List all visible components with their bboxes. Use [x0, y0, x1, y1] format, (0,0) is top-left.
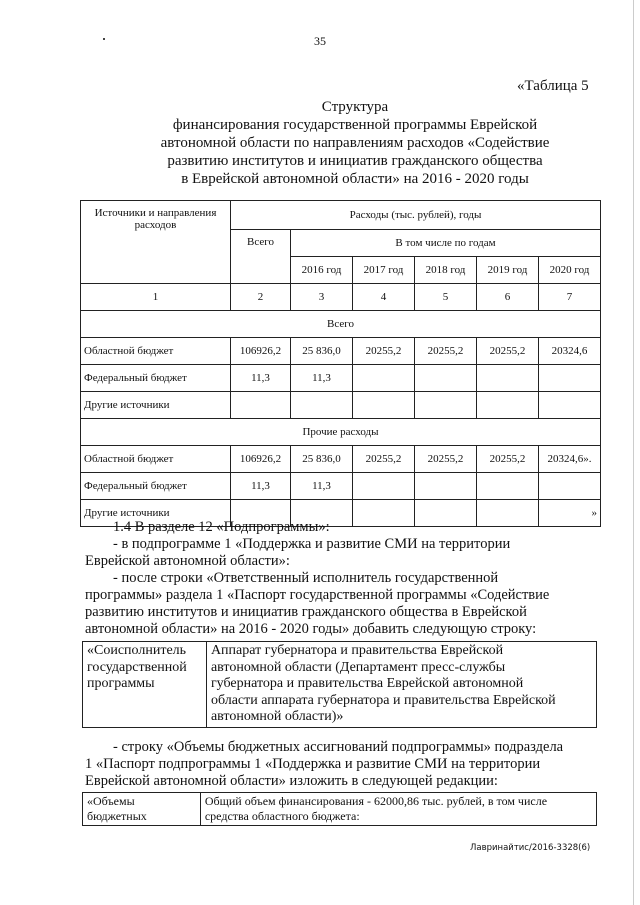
header-year: 2019 год	[477, 257, 539, 284]
column-number: 1	[81, 284, 231, 311]
cell-value	[539, 473, 601, 500]
column-number: 2	[231, 284, 291, 311]
volumes-value	[200, 793, 596, 826]
cell-value: 106926,2	[231, 338, 291, 365]
cell-value: 20255,2	[477, 446, 539, 473]
text-line: - в подпрограмме 1 «Поддержка и развитие СМИ на территории	[113, 536, 511, 552]
cell-value	[539, 392, 601, 419]
column-number: 3	[291, 284, 353, 311]
coexecutor-label	[83, 642, 207, 728]
section-title: Прочие расходы	[81, 419, 601, 446]
cell-value: 11,3	[231, 473, 291, 500]
column-number: 7	[539, 284, 601, 311]
title-line: развитию институтов и инициатив гражданского общества	[167, 153, 543, 169]
text-line: Аппарат губернатора и правительства Еврейской	[210, 643, 504, 658]
header-year: 2018 год	[415, 257, 477, 284]
table-row	[81, 392, 601, 419]
paragraph-subprogram-1	[85, 536, 590, 553]
table-title	[120, 98, 590, 188]
section-title: Всего	[81, 311, 601, 338]
table-row	[81, 446, 601, 473]
cell-value: 11,3	[291, 365, 353, 392]
row-label: Федеральный бюджет	[81, 365, 231, 392]
cell-value: 20255,2	[353, 338, 415, 365]
header-by-year: В том числе по годам	[291, 230, 601, 257]
document-code: Лавринайтис/2016-3328(6)	[470, 843, 591, 853]
header-total: Всего	[231, 230, 291, 284]
text-line: Общий объем финансирования - 62000,86 тыс. рублей, в том числе	[204, 794, 548, 808]
title-line: финансирования государственной программы Еврейской	[172, 117, 538, 133]
coexecutor-value	[206, 642, 596, 728]
paragraph-section-12: 1.4 В разделе 12 «Подпрограммы»:	[113, 519, 330, 535]
header-year: 2020 год	[539, 257, 601, 284]
text-line: государственной	[87, 659, 187, 675]
text-line: «Объемы	[87, 794, 135, 808]
cell-value: 20255,2	[415, 446, 477, 473]
cell-value	[353, 473, 415, 500]
table-row	[81, 338, 601, 365]
cell-value	[291, 392, 353, 419]
text-line: программы	[87, 676, 155, 691]
cell-value	[353, 392, 415, 419]
table-row	[81, 473, 601, 500]
text-line: - после строки «Ответственный исполнитель государственной	[113, 570, 499, 586]
cell-value	[353, 365, 415, 392]
cell-value	[477, 473, 539, 500]
title-line: Структура	[321, 99, 389, 115]
row-label: Областной бюджет	[81, 338, 231, 365]
page-edge	[633, 0, 634, 905]
amendment-text	[85, 519, 590, 638]
header-year: 2016 год	[291, 257, 353, 284]
text-line: 1 «Паспорт подпрограммы 1 «Поддержка и развитие СМИ на территории	[85, 756, 541, 772]
text-line: Еврейской автономной области» изложить в следующей редакции:	[85, 773, 498, 789]
text-line: автономной области (Департамент пресс-службы	[210, 659, 506, 675]
header-expenses: Расходы (тыс. рублей), годы	[231, 201, 601, 230]
cell-value	[477, 365, 539, 392]
row-label: Областной бюджет	[81, 446, 231, 473]
row-label: Другие источники	[81, 500, 231, 527]
text-line: развитию институтов и инициатив гражданского общества в Еврейской	[85, 604, 527, 620]
text-line: Еврейской автономной области»:	[85, 553, 290, 569]
text-line: программы» раздела 1 «Паспорт государственной программы «Содействие	[85, 587, 550, 603]
text-line: автономной области)»	[210, 709, 344, 724]
cell-value	[415, 392, 477, 419]
volumes-table	[82, 792, 597, 826]
paragraph-after-line	[85, 570, 590, 587]
cell-value: 25 836,0	[291, 338, 353, 365]
amendment-text-2	[85, 739, 590, 790]
page-number: 35	[314, 34, 326, 48]
finance-table	[80, 200, 601, 527]
cell-value	[231, 392, 291, 419]
cell-value: 106926,2	[231, 446, 291, 473]
cell-value: 20255,2	[415, 338, 477, 365]
cell-value: »	[539, 500, 601, 527]
row-label: Другие источники	[81, 392, 231, 419]
cell-value	[539, 365, 601, 392]
text-line: «Соисполнитель	[87, 643, 187, 658]
volumes-label	[83, 793, 201, 826]
cell-value: 11,3	[291, 473, 353, 500]
text-line: области аппарата губернатора и правительства Еврейской	[210, 692, 556, 708]
text-line: бюджетных	[87, 809, 147, 823]
column-number: 6	[477, 284, 539, 311]
row-label: Федеральный бюджет	[81, 473, 231, 500]
text-line: автономной области» на 2016 - 2020 годы» добавить следующую строку:	[85, 621, 537, 637]
coexecutor-table	[82, 641, 597, 728]
title-line: в Еврейской автономной области» на 2016 - 2020 годы	[181, 171, 529, 187]
header-year: 2017 год	[353, 257, 415, 284]
cell-value	[415, 473, 477, 500]
header-source: Источники и направления расходов	[81, 201, 231, 284]
column-number: 4	[353, 284, 415, 311]
text-line: губернатора и правительства Еврейской автономной	[210, 676, 524, 691]
text-line: средства областного бюджета:	[204, 809, 360, 823]
text-line: - строку «Объемы бюджетных ассигнований подпрограммы» подраздела	[113, 739, 564, 755]
cell-value	[415, 365, 477, 392]
cell-value: 20324,6».	[539, 446, 601, 473]
title-line: автономной области по направлениям расходов «Содействие	[160, 135, 550, 151]
table-row	[81, 365, 601, 392]
column-number: 5	[415, 284, 477, 311]
cell-value: 20255,2	[353, 446, 415, 473]
cell-value: 20255,2	[477, 338, 539, 365]
cell-value: 25 836,0	[291, 446, 353, 473]
table-label: «Таблица 5	[517, 78, 589, 94]
cell-value	[477, 392, 539, 419]
cell-value: 11,3	[231, 365, 291, 392]
cell-value: 20324,6	[539, 338, 601, 365]
